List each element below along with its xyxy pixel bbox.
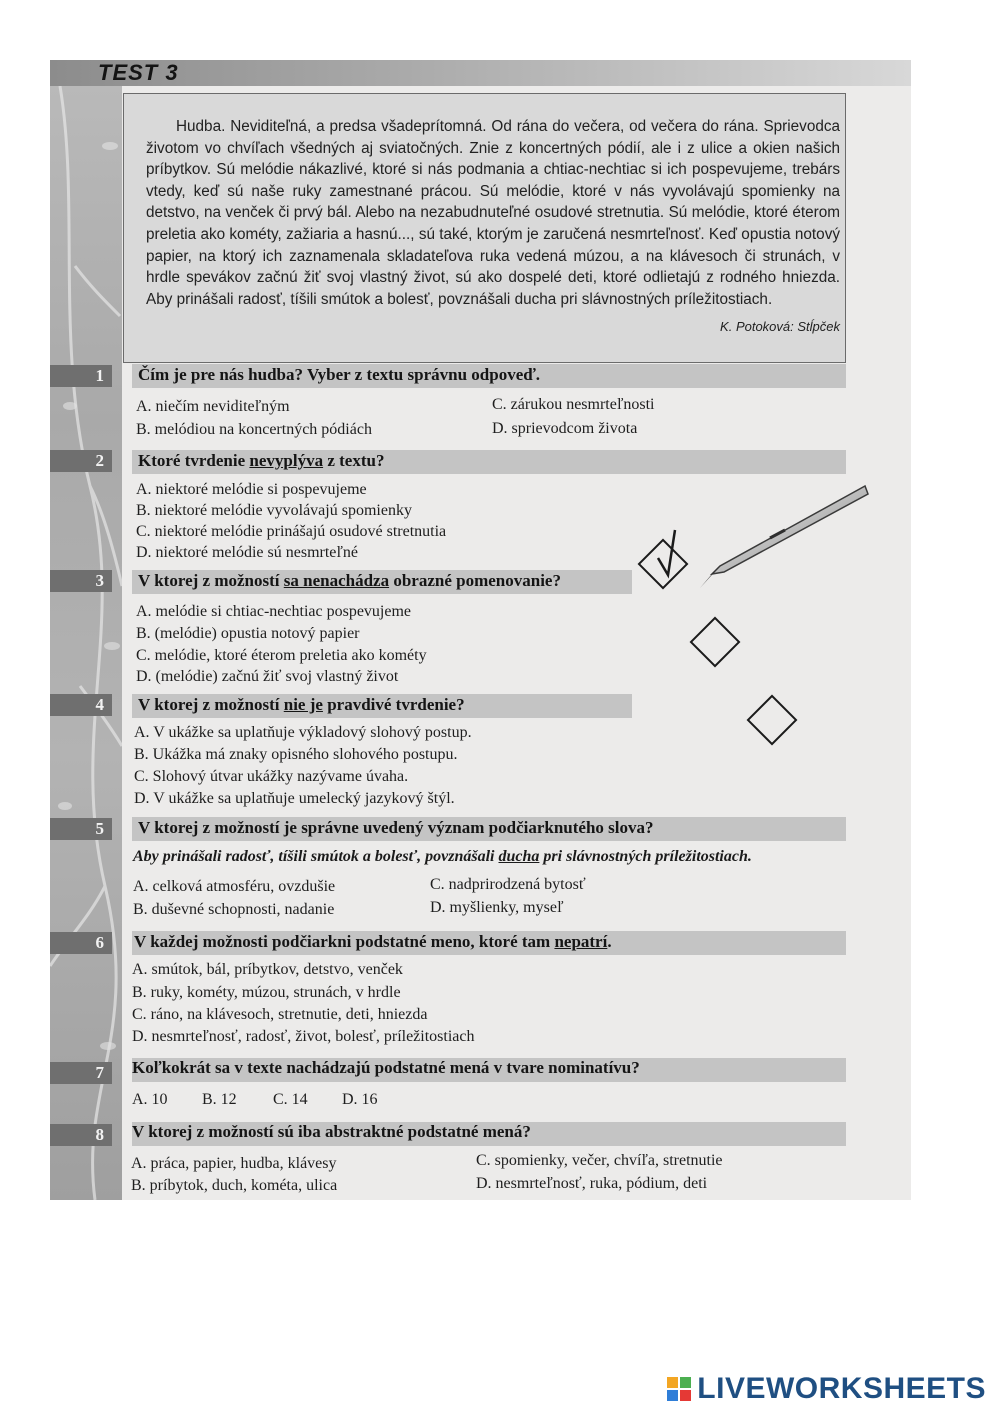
question-text: V ktorej z možností sú iba abstraktné podstatné mená?	[132, 1122, 531, 1141]
option-c[interactable]: C. Slohový útvar ukážky nazývame úvaha.	[134, 768, 409, 785]
quoted-sentence: Aby prinášali radosť, tíšili smútok a bolesť, povznášali ducha pri slávnostných príležitostiach.	[133, 848, 752, 865]
option-b[interactable]: B. 12	[202, 1091, 237, 1108]
option-b[interactable]: B. ruky, kométy, múzou, strunách, v hrdle	[132, 984, 401, 1001]
option-a[interactable]: A. práca, papier, hudba, klávesy	[131, 1155, 337, 1172]
option-a[interactable]: A. 10	[132, 1091, 168, 1108]
option-c[interactable]: C. ráno, na klávesoch, stretnutie, deti, hniezda	[132, 1006, 428, 1023]
question-number: 8	[50, 1124, 112, 1146]
passage-text: Hudba. Neviditeľná, a predsa všadeprítomná. Od rána do večera, od večera do rána. Sprievodca životom vo chvíľach všedných aj sviatočných. Znie z koncertných pódií, ale i z ulice a okien našich príbytkov. Sú melódie nákazlivé, ktoré si nás podmania a chtiac-nechtiac si ich pospevujeme, trebárs vtedy, keď sú naše ruky zamestnané prácou. Sú melódie, ktoré v nás vyvolávajú spomienky na detstvo, na venček či prvý bál. Alebo na nezabudnuteľné osudové stretnutia. Sú melódie, ktoré éterom preletia ako kométy, zažiaria a hasnú..., sú také, ktorým je zaručená nesmrteľnosť. Keď opustia notový papier, na ktorý ich zaznamenala skladateľova ruka vedená múzou, a na klávesoch či strunách, v hrdle spevákov začnú žiť svoj vlastný život, sú ako dospelé deti, ktoré odlietajú z rodného hniezda. Aby prinášali radosť, tíšili smútok a bolesť, povznášali ducha pri slávnostných príležitostiach.	[146, 118, 840, 308]
option-a[interactable]: A. melódie si chtiac-nechtiac pospevujeme	[136, 603, 412, 620]
passage-source: K. Potoková: Stĺpček	[720, 319, 840, 334]
question-text: V ktorej z možností je správne uvedený význam podčiarknutého slova?	[138, 818, 654, 837]
question-number: 7	[50, 1062, 112, 1084]
option-c[interactable]: C. spomienky, večer, chvíľa, stretnutie	[476, 1152, 723, 1169]
option-b[interactable]: B. (melódie) opustia notový papier	[136, 625, 360, 642]
question-text: Koľkokrát sa v texte nachádzajú podstatné mená v tvare nominatívu?	[132, 1058, 640, 1077]
option-c[interactable]: C. melódie, ktoré éterom preletia ako kométy	[136, 647, 427, 664]
option-d[interactable]: D. niektoré melódie sú nesmrteľné	[136, 544, 358, 561]
option-d[interactable]: D. myšlienky, myseľ	[430, 899, 564, 916]
question-text: V ktorej z možností sa nenachádza obrazné pomenovanie?	[138, 571, 561, 590]
option-c[interactable]: C. zárukou nesmrteľnosti	[492, 396, 655, 413]
option-c[interactable]: C. 14	[273, 1091, 308, 1108]
option-d[interactable]: D. 16	[342, 1091, 378, 1108]
header-bar	[50, 60, 911, 86]
option-b[interactable]: B. melódiou na koncertných pódiách	[136, 421, 372, 438]
question-number: 2	[50, 450, 112, 472]
option-b[interactable]: B. duševné schopnosti, nadanie	[133, 901, 335, 918]
option-c[interactable]: C. niektoré melódie prinášajú osudové stretnutia	[136, 523, 447, 540]
question-number: 4	[50, 694, 112, 716]
question-text: Ktoré tvrdenie nevyplýva z textu?	[138, 451, 385, 470]
option-d[interactable]: D. sprievodcom života	[492, 420, 638, 437]
brand-logo	[667, 1372, 986, 1406]
question-text: Čím je pre nás hudba? Vyber z textu správnu odpoveď.	[138, 365, 540, 384]
option-d[interactable]: D. V ukážke sa uplatňuje umelecký jazykový štýl.	[134, 790, 455, 807]
question-number: 1	[50, 365, 112, 387]
option-b[interactable]: B. Ukážka má znaky opisného slohového postupu.	[134, 746, 458, 763]
option-a[interactable]: A. niečím neviditeľným	[136, 398, 290, 415]
pen-icon	[690, 478, 870, 598]
option-d[interactable]: D. nesmrteľnosť, ruka, pódium, deti	[476, 1175, 708, 1192]
logo-squares-icon	[667, 1377, 691, 1401]
option-c[interactable]: C. nadprirodzená bytosť	[430, 876, 586, 893]
question-text: V každej možnosti podčiarkni podstatné meno, ktoré tam nepatrí.	[134, 932, 612, 951]
question-number: 3	[50, 570, 112, 592]
option-d[interactable]: D. nesmrteľnosť, radosť, život, bolesť, príležitostiach	[132, 1028, 475, 1045]
question-number: 5	[50, 818, 112, 840]
option-a[interactable]: A. celková atmosféru, ovzdušie	[133, 878, 336, 895]
option-b[interactable]: B. niektoré melódie vyvolávajú spomienky	[136, 502, 412, 519]
option-a[interactable]: A. niektoré melódie si pospevujeme	[136, 481, 367, 498]
option-a[interactable]: A. smútok, bál, príbytkov, detstvo, venček	[132, 961, 403, 978]
option-b[interactable]: B. príbytok, duch, kométa, ulica	[131, 1177, 338, 1194]
option-a[interactable]: A. V ukážke sa uplatňuje výkladový slohový postup.	[134, 724, 472, 741]
brand-name: LIVEWORKSHEETS	[697, 1372, 986, 1405]
page-title: TEST 3	[98, 60, 179, 85]
question-text: V ktorej z možností nie je pravdivé tvrdenie?	[138, 695, 465, 714]
branch-decoration	[50, 86, 122, 1200]
option-d[interactable]: D. (melódie) začnú žiť svoj vlastný život	[136, 668, 399, 685]
question-number: 6	[50, 932, 112, 954]
